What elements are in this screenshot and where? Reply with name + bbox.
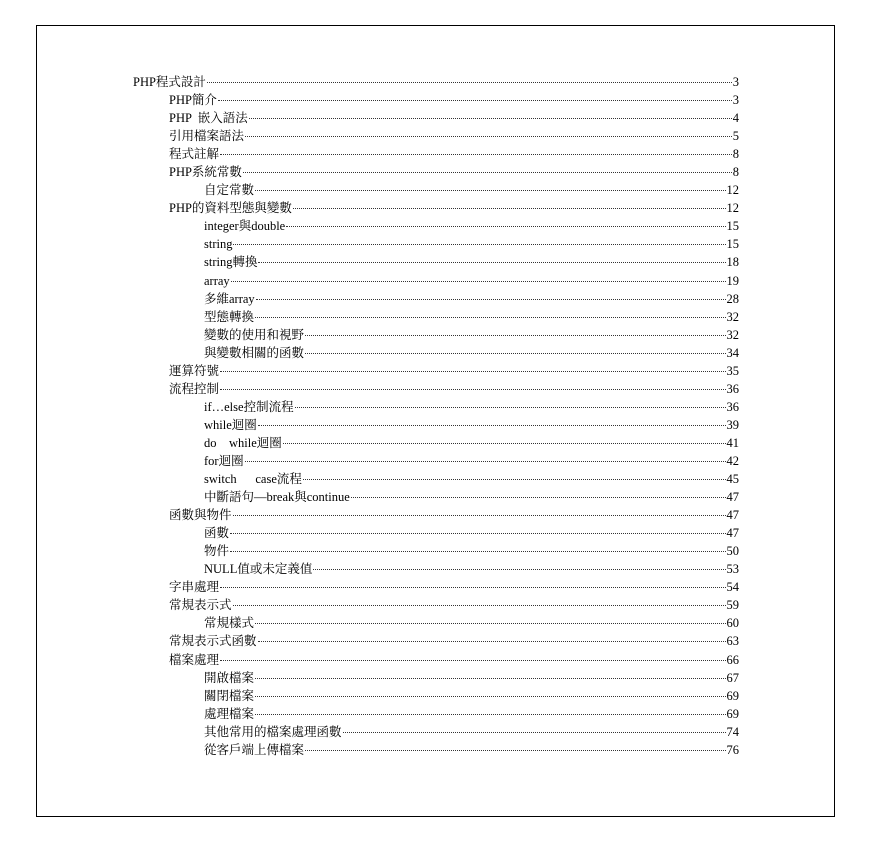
toc-dot-leader [207,82,732,83]
toc-entry[interactable] [133,723,739,741]
toc-entry-title: 流程控制 [169,381,220,396]
toc-entry[interactable] [133,73,739,91]
toc-entry[interactable] [133,217,739,235]
toc-dot-leader [283,443,726,444]
toc-entry[interactable] [133,199,739,217]
toc-entry-title: 其他常用的檔案處理函數 [204,724,342,739]
toc-entry-title: PHP的資料型態與變數 [169,201,292,216]
toc-entry-title: PHP程式設計 [133,75,206,89]
toc-entry[interactable] [133,290,739,308]
toc-entry[interactable] [133,632,739,650]
toc-dot-leader [255,714,725,715]
toc-entry-page-number: 41 [726,435,739,450]
toc-entry-page-number: 39 [726,417,739,432]
toc-dot-leader [231,281,726,282]
toc-entry[interactable] [133,705,739,723]
toc-entry[interactable] [133,127,739,145]
toc-entry-title: 函數 [204,526,230,541]
toc-dot-leader [233,244,725,245]
toc-dot-leader [303,479,726,480]
toc-entry-page-number: 34 [726,345,739,360]
toc-entry-page-number: 12 [726,201,739,216]
toc-entry-title: do while迴圈 [204,435,282,450]
toc-entry-title: 多維array [204,291,255,306]
toc-entry[interactable] [133,163,739,181]
toc-dot-leader [218,100,732,101]
toc-entry[interactable] [133,326,739,344]
toc-entry-title: 程式註解 [169,147,220,162]
toc-entry[interactable] [133,362,739,380]
toc-entry[interactable] [133,596,739,614]
toc-entry-page-number: 63 [726,634,739,649]
toc-dot-leader [233,515,726,516]
toc-entry[interactable] [133,308,739,326]
toc-entry-page-number: 32 [726,309,739,324]
toc-entry[interactable] [133,452,739,470]
toc-entry-title: 字串處理 [169,580,220,595]
toc-entry-page-number: 36 [726,399,739,414]
toc-entry[interactable] [133,344,739,362]
toc-entry-page-number: 3 [732,93,739,108]
toc-entry[interactable] [133,524,739,542]
toc-dot-leader [230,533,725,534]
toc-dot-leader [286,226,725,227]
toc-dot-leader [258,425,726,426]
toc-entry-title: PHP簡介 [169,93,217,108]
toc-dot-leader [293,208,726,209]
toc-entry[interactable] [133,272,739,290]
toc-entry-page-number: 3 [732,75,739,89]
toc-entry[interactable] [133,542,739,560]
toc-entry[interactable] [133,398,739,416]
toc-dot-leader [313,569,725,570]
toc-dot-leader [245,461,726,462]
toc-entry[interactable] [133,506,739,524]
toc-dot-leader [220,154,732,155]
toc-entry-page-number: 66 [726,652,739,667]
toc-dot-leader [255,696,725,697]
toc-dot-leader [233,605,726,606]
toc-entry-page-number: 47 [726,490,739,505]
toc-entry[interactable] [133,687,739,705]
toc-entry[interactable] [133,109,739,127]
toc-entry-title: NULL值或未定義值 [204,562,313,577]
toc-entry-title: 函數與物件 [169,508,232,523]
toc-entry-title: 常規表示式函數 [169,634,257,649]
toc-entry-page-number: 5 [732,129,739,144]
toc-entry-title: string [204,237,233,252]
toc-entry-page-number: 4 [732,111,739,126]
toc-dot-leader [243,172,732,173]
toc-entry[interactable] [133,651,739,669]
toc-entry-page-number: 15 [726,237,739,252]
toc-entry-page-number: 74 [726,724,739,739]
toc-entry-title: 從客戶端上傳檔案 [204,742,305,757]
toc-entry[interactable] [133,416,739,434]
toc-entry-page-number: 15 [726,219,739,234]
toc-entry[interactable] [133,145,739,163]
toc-entry-title: 常規樣式 [204,616,255,631]
toc-entry-title: 與變數相關的函數 [204,345,305,360]
toc-dot-leader [220,587,725,588]
toc-entry-title: string轉換 [204,255,258,270]
toc-entry-page-number: 28 [726,291,739,306]
toc-dot-leader [220,371,725,372]
toc-entry[interactable] [133,434,739,452]
toc-entry[interactable] [133,380,739,398]
toc-entry-page-number: 8 [732,147,739,162]
toc-entry[interactable] [133,578,739,596]
toc-entry[interactable] [133,181,739,199]
toc-entry-page-number: 32 [726,327,739,342]
toc-dot-leader [258,262,725,263]
toc-entry-page-number: 18 [726,255,739,270]
toc-entry-page-number: 50 [726,544,739,559]
toc-entry-page-number: 8 [732,165,739,180]
toc-dot-leader [245,136,732,137]
toc-entry-title: 開啟檔案 [204,670,255,685]
toc-entry-title: 關閉檔案 [204,688,255,703]
toc-dot-leader [295,407,726,408]
toc-dot-leader [305,353,725,354]
toc-entry[interactable] [133,488,739,506]
toc-entry-page-number: 35 [726,363,739,378]
toc-entry[interactable] [133,253,739,271]
toc-entry-page-number: 45 [726,472,739,487]
toc-dot-leader [249,118,732,119]
toc-entry-title: 常規表示式 [169,598,232,613]
toc-entry[interactable] [133,470,739,488]
toc-entry-title: while迴圈 [204,417,257,432]
toc-entry-page-number: 60 [726,616,739,631]
toc-dot-leader [220,389,725,390]
toc-entry-page-number: 47 [726,508,739,523]
toc-entry[interactable] [133,560,739,578]
toc-entry-page-number: 12 [726,183,739,198]
toc-entry-title: 物件 [204,544,230,559]
table-of-contents [133,73,739,759]
toc-entry-page-number: 54 [726,580,739,595]
toc-entry-page-number: 76 [726,742,739,757]
toc-dot-leader [351,497,726,498]
toc-entry-page-number: 69 [726,688,739,703]
toc-entry-page-number: 69 [726,706,739,721]
toc-dot-leader [305,750,725,751]
toc-entry-title: switch case流程 [204,472,302,487]
document-page [36,25,835,817]
toc-entry-page-number: 53 [726,562,739,577]
toc-entry[interactable] [133,235,739,253]
toc-dot-leader [256,299,726,300]
toc-dot-leader [220,660,725,661]
toc-dot-leader [258,641,726,642]
toc-entry-title: PHP 嵌入語法 [169,111,248,126]
toc-dot-leader [343,732,726,733]
toc-entry-page-number: 19 [726,273,739,288]
toc-entry-page-number: 67 [726,670,739,685]
toc-dot-leader [255,623,725,624]
toc-entry-title: integer與double [204,219,286,234]
toc-entry-page-number: 59 [726,598,739,613]
toc-entry-title: 引用檔案語法 [169,129,245,144]
toc-entry-title: 型態轉換 [204,309,255,324]
toc-dot-leader [255,190,725,191]
toc-entry[interactable] [133,741,739,759]
toc-entry-title: 處理檔案 [204,706,255,721]
toc-dot-leader [230,551,725,552]
toc-entry-title: PHP系統常數 [169,165,242,180]
toc-entry-page-number: 42 [726,453,739,468]
toc-entry-page-number: 47 [726,526,739,541]
toc-entry-title: if…else控制流程 [204,399,294,414]
toc-dot-leader [305,335,725,336]
toc-entry-title: array [204,273,230,288]
toc-entry[interactable] [133,614,739,632]
toc-entry[interactable] [133,91,739,109]
toc-dot-leader [255,317,725,318]
toc-entry-title: 檔案處理 [169,652,220,667]
toc-entry-page-number: 36 [726,381,739,396]
toc-entry-title: 運算符號 [169,363,220,378]
toc-dot-leader [255,678,725,679]
toc-entry-title: 變數的使用和視野 [204,327,305,342]
toc-entry-title: 自定常數 [204,183,255,198]
toc-entry[interactable] [133,669,739,687]
toc-entry-title: 中斷語句—break與continue [204,490,350,505]
toc-entry-title: for迴圈 [204,453,244,468]
